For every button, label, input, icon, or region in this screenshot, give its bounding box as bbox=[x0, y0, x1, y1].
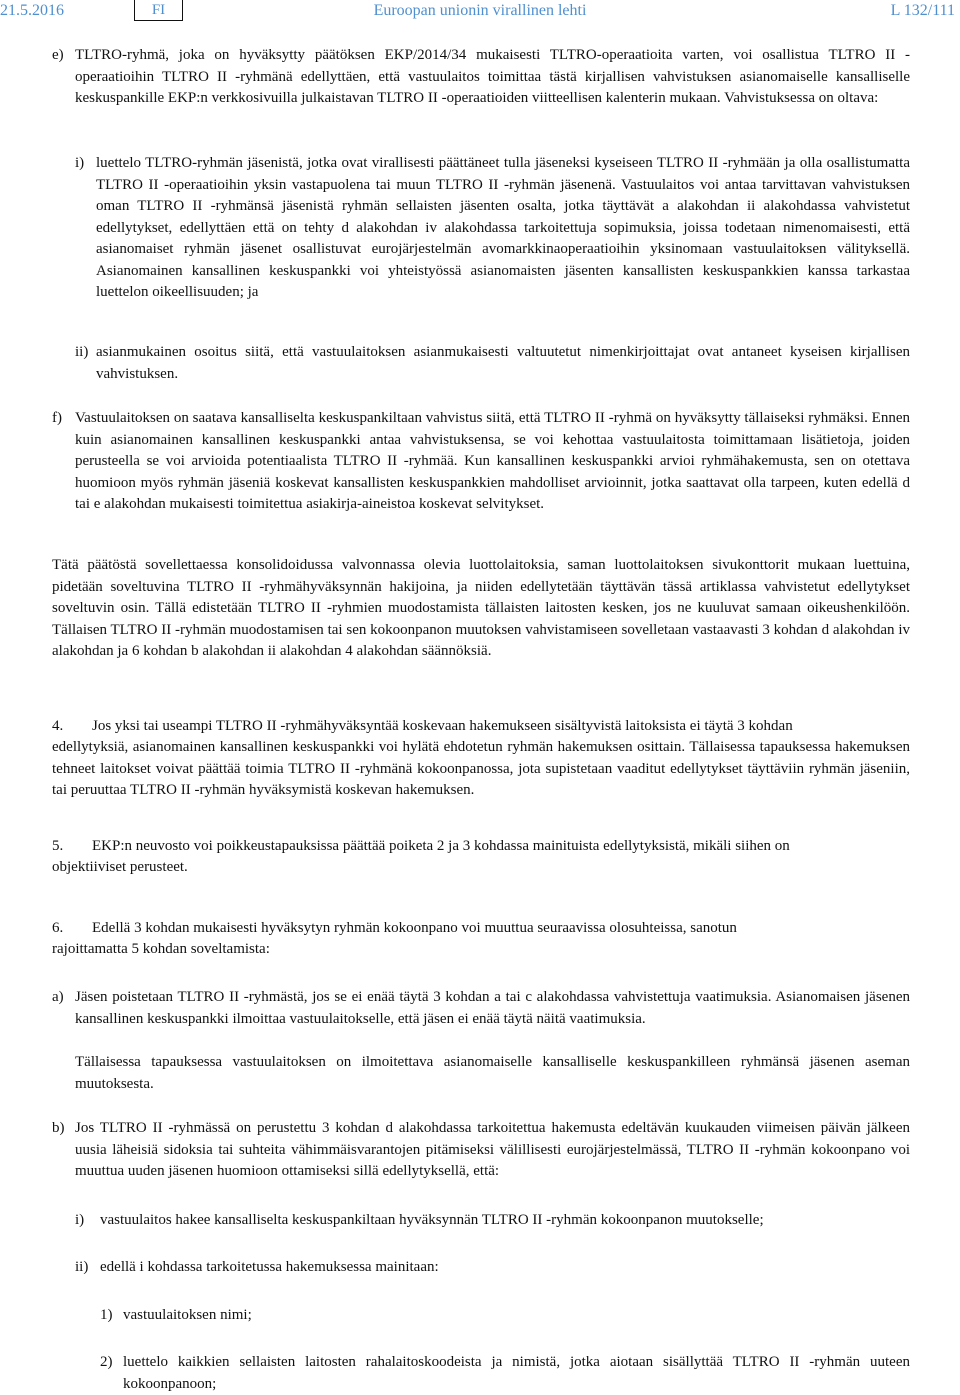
paragraph-number-5: 5. bbox=[52, 838, 64, 854]
item-label-f: f) bbox=[52, 410, 62, 426]
paragraph-number-4: 4. bbox=[52, 718, 64, 734]
item-label-b: b) bbox=[52, 1120, 65, 1136]
item-e-i-text: luettelo TLTRO-ryhmän jäsenistä, jotka ovat virallisesti päättäneet tulla jäseneksi kyseiseen TLTRO II -ryhmään ja olla osallistumatta TLTRO II -operaatioihin yksin vastapuolena tai muun TLTRO II -ryhmän jäsenenä. Vastuulaitos voi antaa tarvittavan vahvistuksen oman TLTRO II -ryhmänsä jäsenistä ryhmän sellaisten jäsenten osalta, jotka täyttävät a alakohdan ii alakohdassa vahvistetut edellytykset, edellyttäen että on tehty d alakohdan iv alakohdassa tarkoitettuja sopimuksia, joissa todetaan nimenomaisesti, että asianomaiset ryhmän jäsenet osallistuvat eurojärjestelmän avomarkkinaoperaatioihin yksinomaan vastuulaitoksen välityksellä. Asianomainen kansallinen keskuspankki voi yhteistyössä asianomaisten jäsenten kansallisten keskuspankkien kanssa tarkastaa luettelon oikeellisuuden; ja bbox=[96, 155, 910, 300]
item-label-e-ii: ii) bbox=[75, 344, 89, 360]
item-label-b-ii-2: 2) bbox=[100, 1354, 113, 1370]
paragraph-6-first-line: Edellä 3 kohdan mukaisesti hyväksytyn ryhmän kokoonpano voi muuttua seuraavissa olosuhteissa, sanotun bbox=[92, 920, 737, 936]
item-a-text: Jäsen poistetaan TLTRO II -ryhmästä, jos se ei enää täytä 3 kohdan a tai c alakohdassa vahvistettuja vaatimuksia. Asianomaisen jäsenen kansallinen keskuspankki ilmoittaa vastuulaitokselle, että jäsen ei enää täytä näitä vaatimuksia. bbox=[75, 989, 910, 1027]
consolidated-supervision-paragraph: Tätä päätöstä sovellettaessa konsolidoidussa valvonnassa olevia luottolaitoksia, saman luottolaitoksen sivukonttorit mukaan luettuina, pidetään soveltuvina TLTRO II -ryhmähyväksynnän hakijoina, ja niiden edellytetään täyttävän tässä artiklassa vahvistetut edellytykset soveltuvin osin. Tällä edistetään TLTRO II -ryhmien muodostamista tällaisten laitosten kesken, jos ne kuuluvat samaan oikeushenkilöön. Tällaisen TLTRO II -ryhmän muodostamisen tai sen kokoonpanon muutoksen vahvistamiseen sovelletaan vastaavasti 3 kohdan d alakohdan iv alakohdan ja 6 kohdan b alakohdan ii alakohdan 4 alakohdan säännöksiä. bbox=[52, 557, 910, 659]
paragraph-number-6: 6. bbox=[52, 920, 64, 936]
journal-title: Euroopan unionin virallinen lehti bbox=[373, 2, 587, 19]
item-label-e-i: i) bbox=[75, 155, 85, 171]
paragraph-5-first-line: EKP:n neuvosto voi poikkeustapauksissa päättää poiketa 2 ja 3 kohdassa mainituista edellytyksistä, mikäli siihen on bbox=[92, 838, 790, 854]
paragraph-4-first-line: Jos yksi tai useampi TLTRO II -ryhmähyväksyntää koskevaan hakemukseen sisältyvistä laitoksista ei täytä 3 kohdan bbox=[92, 718, 793, 734]
item-b-ii-2-text: luettelo kaikkien sellaisten laitosten rahalaitoskoodeista ja nimistä, jotka aiotaan sisällyttää TLTRO II -ryhmän uuteen kokoonpanoon; bbox=[123, 1354, 910, 1392]
item-b-ii-1-text: vastuulaitoksen nimi; bbox=[123, 1307, 252, 1323]
paragraph-4-text: edellytyksiä, asianomainen kansallinen keskuspankki voi hylätä ehdotetun ryhmän hakemuksen osittain. Tällaisessa tapauksessa hakemuksen tehneet laitokset voivat päättää toimia TLTRO II -ryhmänä kokoonpanossa, jota supistetaan vaaditut edellytykset täyttäviin ryhmän jäseniin, tai peruuttaa TLTRO II -ryhmän hyväksymistä koskevan hakemuksen. bbox=[52, 739, 910, 798]
item-b-i-text: vastuulaitos hakee kansalliselta keskuspankiltaan hyväksynnän TLTRO II -ryhmän kokoonpanon muutokselle; bbox=[100, 1212, 764, 1228]
item-b-ii-text: edellä i kohdassa tarkoitetussa hakemuksessa mainitaan: bbox=[100, 1259, 439, 1275]
publication-date: 21.5.2016 bbox=[0, 2, 64, 19]
language-code: FI bbox=[151, 2, 166, 18]
item-label-b-ii: ii) bbox=[75, 1259, 89, 1275]
page-header bbox=[0, 0, 960, 22]
item-label-e: e) bbox=[52, 47, 64, 63]
item-a-text-2: Tällaisessa tapauksessa vastuulaitoksen on ilmoitettava asianomaiselle kansalliselle keskuspankilleen ryhmänsä jäsenen aseman muutoksesta. bbox=[75, 1054, 910, 1092]
item-b-text: Jos TLTRO II -ryhmässä on perustettu 3 kohdan d alakohdassa tarkoitettua hakemusta edeltävän kuukauden viimeisen päivän jälkeen uusia läheisiä sidoksia tai suhteita vähimmäisvarantojen pitämiseksi välillisesti eurojärjestelmässä, TLTRO II -ryhmän kokoonpano voi muuttua uuden jäsenen huomioon ottamiseksi sillä edellytyksellä, että: bbox=[75, 1120, 910, 1179]
item-e-text: TLTRO-ryhmä, joka on hyväksytty päätöksen EKP/2014/34 mukaisesti TLTRO-operaatioita varten, voi osallistua TLTRO II -operaatioihin TLTRO II -ryhmänä edellyttäen, että vastuulaitos toimittaa tästä kirjallisen vahvistuksen asianomaiselle kansalliselle keskuspankille EKP:n verkkosivuilla julkaistavan TLTRO II -operaatioiden viitteellisen kalenterin mukaan. Vahvistuksessa on oltava: bbox=[75, 47, 910, 106]
item-label-b-i: i) bbox=[75, 1212, 85, 1228]
page-reference: L 132/111 bbox=[890, 2, 955, 19]
item-e-ii-text: asianmukainen osoitus siitä, että vastuulaitoksen asianmukaisesti valtuutetut nimenkirjoittajat ovat antaneet kyseisen kirjallisen vahvistuksen. bbox=[96, 344, 910, 382]
paragraph-5-text: objektiiviset perusteet. bbox=[52, 859, 188, 875]
item-f-text: Vastuulaitoksen on saatava kansalliselta keskuspankiltaan vahvistus siitä, että TLTRO II -ryhmä on hyväksytty tällaiseksi ryhmäksi. Ennen kuin asianomainen kansallinen keskuspankki antaa vahvistuksensa, se voi kehottaa vastuulaitosta toimittamaan lisätietoja, joiden perusteella se voi arvioida potentiaalista TLTRO II -ryhmää. Kun kansallinen keskuspankki arvioi ryhmähakemusta, sen on otettava huomioon myös ryhmän jäseniä koskevat kansallisten keskuspankkien mahdolliset arvioinnit, jotka saattavat olla tarpeen, kuten edellä d tai e alakohdan mukaisesti toimitettua asiakirja-aineistoa koskevat selvitykset. bbox=[75, 410, 910, 512]
item-label-a: a) bbox=[52, 989, 64, 1005]
item-label-b-ii-1: 1) bbox=[100, 1307, 113, 1323]
paragraph-6-text: rajoittamatta 5 kohdan soveltamista: bbox=[52, 941, 270, 957]
